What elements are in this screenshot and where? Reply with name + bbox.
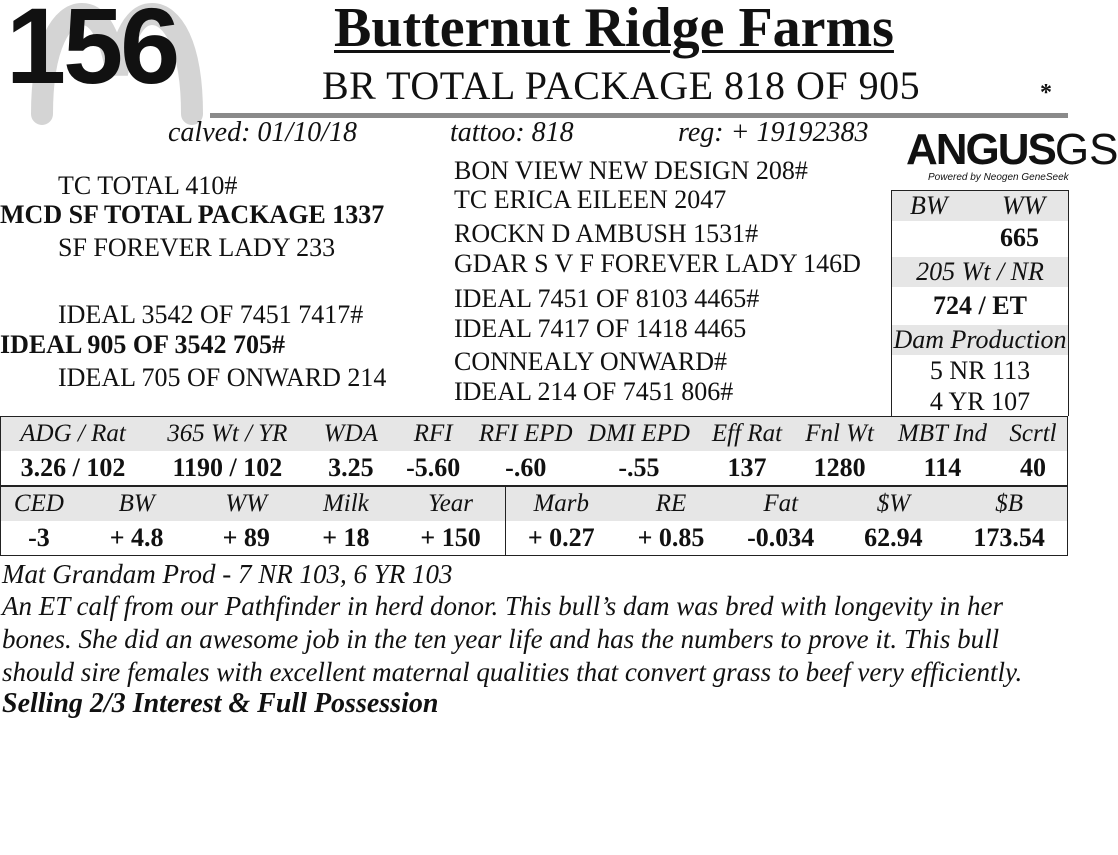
perf-header: ADG / Rat xyxy=(1,417,146,452)
ww-label: WW xyxy=(1002,191,1046,220)
epd-value: -3 xyxy=(28,523,50,552)
perf-header: Eff Rat xyxy=(701,417,794,452)
lot-number: 156 xyxy=(6,0,178,106)
selling-terms: Selling 2/3 Interest & Full Possession xyxy=(2,688,439,719)
marker-icon: * xyxy=(1040,80,1052,106)
pedigree-sire: MCD SF TOTAL PACKAGE 1337 xyxy=(0,200,385,229)
epd-value: -0.034 xyxy=(747,523,815,552)
bw-ww-values xyxy=(892,223,1068,255)
epd-header: Year xyxy=(396,487,506,522)
pedigree-dam-sire: IDEAL 3542 OF 7451 7417# xyxy=(58,300,364,329)
logo-subtitle: Powered by Neogen GeneSeek xyxy=(928,172,1069,183)
perf-value: -.55 xyxy=(618,453,660,482)
calved-date: calved: 01/10/18 xyxy=(168,117,357,148)
perf-header: RFI xyxy=(392,417,474,452)
epd-header: Milk xyxy=(296,487,396,522)
farm-name: Butternut Ridge Farms xyxy=(334,0,894,59)
pedigree-dssd: IDEAL 7417 OF 1418 4465 xyxy=(454,314,747,343)
epd-header: RE xyxy=(616,487,726,522)
comment-line-2: bones. She did an awesome job in the ten year life and has the numbers to prove it. This bull xyxy=(2,624,1000,654)
epd-value: + 4.8 xyxy=(109,523,164,552)
perf-header: DMI EPD xyxy=(577,417,700,452)
pedigree-sire-sire: TC TOTAL 410# xyxy=(58,171,238,200)
dam-production-line1: 5 NR 113 xyxy=(929,356,1031,385)
wt205-value: 724 / ET xyxy=(933,291,1027,320)
perf-header: Scrtl xyxy=(999,417,1067,452)
pedigree-ssss: BON VIEW NEW DESIGN 208# xyxy=(454,156,808,185)
performance-header-row xyxy=(1,417,1068,452)
logo-suffix-text: GS xyxy=(1054,125,1118,174)
epd-header: WW xyxy=(196,487,296,522)
pedigree-dam: IDEAL 905 OF 3542 705# xyxy=(0,330,286,359)
tattoo: tattoo: 818 xyxy=(450,117,574,148)
epd-header: BW xyxy=(77,487,197,522)
pedigree-dam-dam: IDEAL 705 OF ONWARD 214 xyxy=(58,363,387,392)
pedigree-sssd: TC ERICA EILEEN 2047 xyxy=(454,185,727,214)
pedigree-dsdd: IDEAL 214 OF 7451 806# xyxy=(454,377,734,406)
bw-ww-header xyxy=(892,191,1068,221)
wt205-label: 205 Wt / NR xyxy=(892,257,1068,287)
perf-value: 1190 / 102 xyxy=(172,453,283,482)
weights-box xyxy=(891,190,1069,416)
epd-header: CED xyxy=(1,487,77,522)
performance-table xyxy=(0,416,1068,486)
pedigree-ssds: ROCKN D AMBUSH 1531# xyxy=(454,219,759,248)
perf-value: -.60 xyxy=(505,453,547,482)
pedigree-dsds: CONNEALY ONWARD# xyxy=(454,347,728,376)
pedigree-sire-dam: SF FOREVER LADY 233 xyxy=(58,233,336,262)
epd-header: Marb xyxy=(506,487,616,522)
epd-value: 62.94 xyxy=(864,523,923,552)
perf-header: MBT Ind xyxy=(886,417,999,452)
epd-value: + 89 xyxy=(222,523,270,552)
epd-header: $B xyxy=(951,487,1067,522)
comment-line-3: should sire females with excellent maternal qualities that convert grass to beef very efficiently. xyxy=(2,657,1023,687)
perf-header: RFI EPD xyxy=(474,417,577,452)
dam-production-label: Dam Production xyxy=(893,325,1067,354)
perf-value: 114 xyxy=(923,453,962,482)
epd-value: + 0.27 xyxy=(506,521,616,556)
perf-value: 40 xyxy=(1020,453,1047,482)
perf-value: -5.60 xyxy=(406,453,461,482)
mat-grandam-production: Mat Grandam Prod - 7 NR 103, 6 YR 103 xyxy=(2,559,453,589)
perf-header: WDA xyxy=(310,417,392,452)
perf-value: 1280 xyxy=(813,453,866,482)
epd-value: 173.54 xyxy=(973,523,1045,552)
registration-number: reg: + 19192383 xyxy=(678,117,869,148)
epd-table xyxy=(0,486,1068,556)
logo-main-text: ANGUS xyxy=(906,125,1055,174)
angus-gs-logo xyxy=(906,125,1118,183)
perf-header: 365 Wt / YR xyxy=(145,417,310,452)
epd-header: Fat xyxy=(726,487,836,522)
bw-label: BW xyxy=(910,191,948,220)
perf-value: 137 xyxy=(727,453,767,482)
epd-value: + 150 xyxy=(420,523,481,552)
dam-production-line2: 4 YR 107 xyxy=(929,387,1031,416)
perf-header: Fnl Wt xyxy=(793,417,886,452)
pedigree-ssdd: GDAR S V F FOREVER LADY 146D xyxy=(454,249,861,278)
performance-value-row xyxy=(1,451,1068,486)
epd-header-row xyxy=(1,487,1068,522)
perf-value: 3.25 xyxy=(328,453,374,482)
perf-value: 3.26 / 102 xyxy=(20,453,126,482)
epd-value: + 0.85 xyxy=(637,523,705,552)
animal-name: BR TOTAL PACKAGE 818 OF 905 xyxy=(322,63,921,108)
comment-line-1: An ET calf from our Pathfinder in herd donor. This bull’s dam was bred with longevity in her xyxy=(2,591,1004,621)
pedigree-dsss: IDEAL 7451 OF 8103 4465# xyxy=(454,284,760,313)
epd-value-row xyxy=(1,521,1068,556)
ww-value: 665 xyxy=(1000,223,1039,252)
epd-value: + 18 xyxy=(322,523,370,552)
epd-header: $W xyxy=(836,487,952,522)
